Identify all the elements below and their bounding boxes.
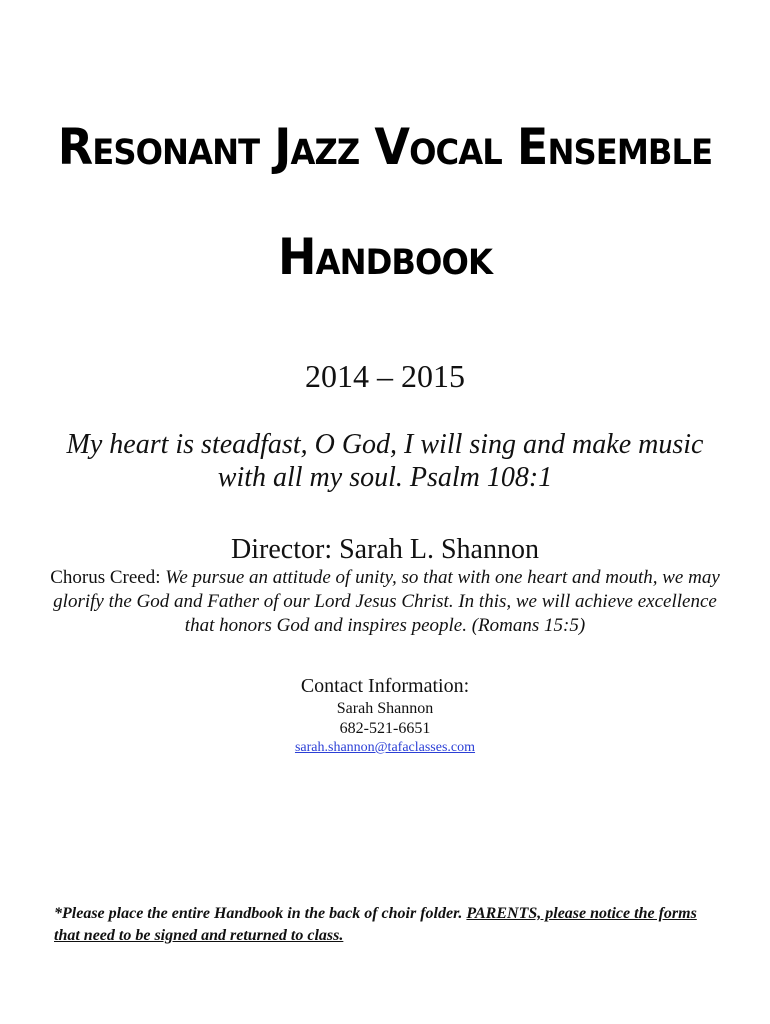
document-title-line-1: Resonant Jazz Vocal Ensemble xyxy=(57,118,713,176)
parent-note xyxy=(54,903,714,947)
director-name: Director: Sarah L. Shannon xyxy=(231,534,539,565)
chorus-creed xyxy=(48,566,722,638)
contact-phone: 682-521-6651 xyxy=(339,720,431,737)
note-plain-text: *Please place the entire Handbook in the back of choir folder. xyxy=(54,905,467,922)
scripture-verse: My heart is steadfast, O God, I will sing and make music with all my soul. Psalm 108:1 xyxy=(66,429,704,493)
creed-text: We pursue an attitude of unity, so that with one heart and mouth, we may glorify the God and Father of our Lord Jesus Christ. In this, we will achieve excellence that honors God and inspires people. (Romans 15:5) xyxy=(53,567,720,636)
note-underlined-text: PARENTS, please notice the forms that need to be signed and returned to class. xyxy=(54,905,697,944)
contact-name: Sarah Shannon xyxy=(336,700,434,717)
contact-email-link[interactable]: sarah.shannon@tafaclasses.com xyxy=(294,740,476,755)
document-title-line-2: Handbook xyxy=(278,228,492,286)
school-year: 2014 – 2015 xyxy=(305,358,465,394)
contact-heading: Contact Information: xyxy=(300,675,470,697)
creed-label: Chorus Creed: xyxy=(50,567,166,588)
contact-information xyxy=(0,673,770,757)
